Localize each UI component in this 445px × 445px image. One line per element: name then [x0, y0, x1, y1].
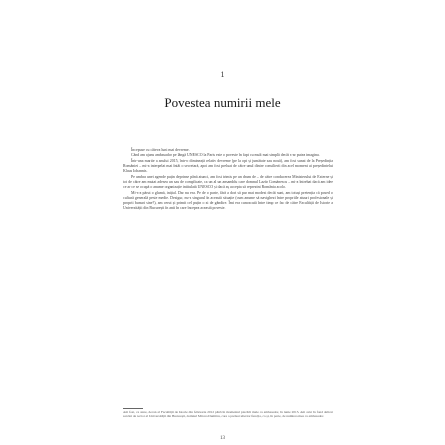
- chapter-number: 1: [220, 70, 225, 79]
- paragraph: Mi-s-a părut o glumă, inițial. Dar nu era. Pe de o parte, fără a dori să par mai modest decât sunt, am totuși pretenția că posed o cultură generală peste medie. Desigur, nu-s singurul în această situație (cum anume să navighezi între propriile atuuri profesionale și proprii bunuri sine?), am cerut și primit cel puțin o zi de gândire. Îmi era cunoscută între timp ce fac de către Facultății de Istorie a Universității din București în anii în care începea această poveste.: [123, 191, 333, 210]
- chapter-title: Povestea numirii mele: [164, 95, 281, 110]
- paragraph: Pe umbra unei agende puțin deprinse până atunci, am fost trimis pe un drum de – de către conducerea Ministerului de Externe și tot de către am mutat adesea un sau de complicate, ca un al un ansamblu care domnul Lazăr Comănescu – mi-a întrebat dacă am idee ce ar ce se ocupă o anume organizație intitulată UNESCO și dacă aș accepta să reprezint România acolo.: [123, 175, 333, 189]
- paragraph: Începuse cu câteva luni mai devreme.: [131, 148, 190, 152]
- paragraph: Într-una martie a anului 2015, într-o dimineață relativ devreme (pe la opt și jumătate sau nouă), am fost sunat de la Președinția României – mi-a interpelat mai întâi o secretară, apoi am fost preluat de către unul dintre consilierii din acel moment ai președintelui Klaus Iohannis.: [123, 159, 333, 173]
- paragraph: Când am ajuns ambasador pe lângă UNESCO la Paris este o poveste în fapt cu mult mai simplă decât s-ar putea imagina.: [131, 153, 320, 157]
- page-number: 13: [220, 436, 225, 441]
- footnote: Am fost, ca atare, decan al Facultății de Istorie din februarie 2012 până în momentul plecării mele ca ambasador, în iunie 2015. Am avut în fond delicat sarcini de rector al Universității din București, domnul Mircea Dumitru, care a preluat ulterior funcția, ca și, în parte, de numirea mea ca ambasador.: [123, 410, 333, 419]
- footnote-divider: [123, 408, 143, 409]
- body-text: [123, 148, 333, 211]
